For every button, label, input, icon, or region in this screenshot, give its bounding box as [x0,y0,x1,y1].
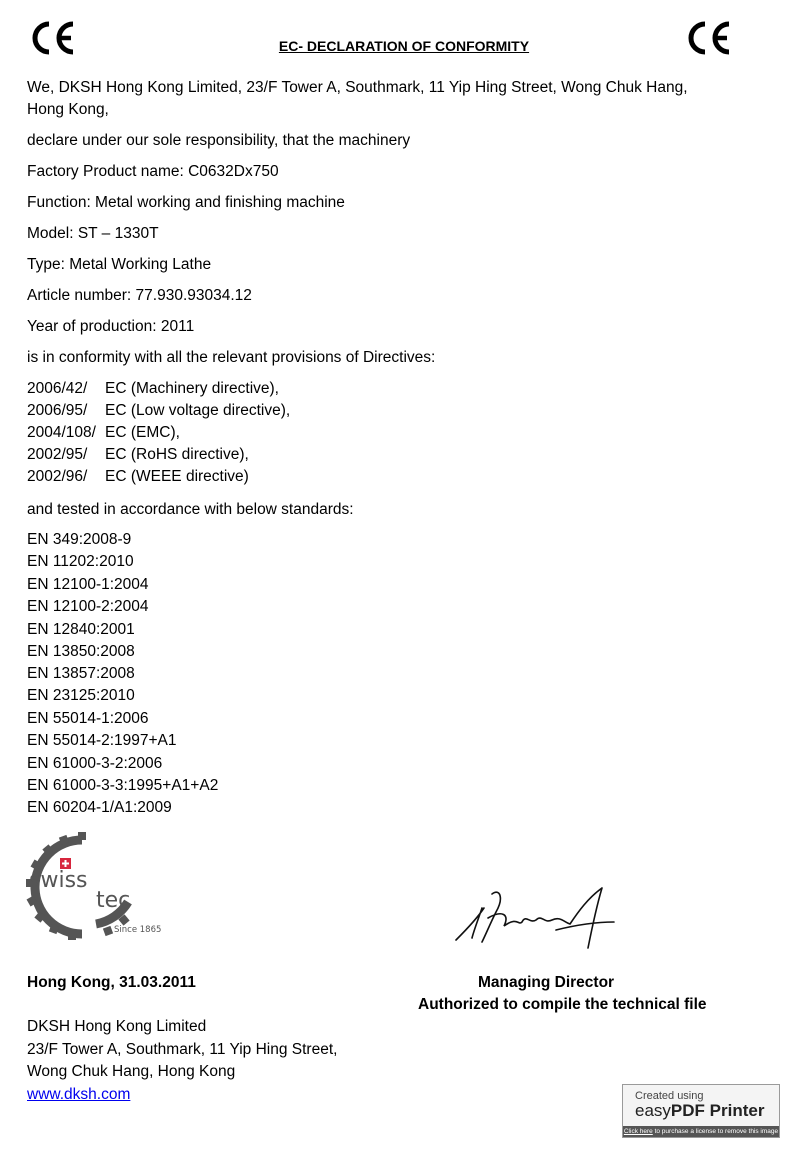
standard-item: EN 55014-2:1997+A1 [27,732,177,749]
intro-line-2: Hong Kong, [27,101,109,118]
website-link[interactable]: www.dksh.com [27,1086,131,1103]
directive-row [27,467,249,487]
watermark-purchase-bar[interactable]: Click here to purchase a license to remove this image [623,1128,779,1135]
directive-text: EC (WEEE directive) [105,468,249,485]
standard-item: EN 349:2008-9 [27,531,132,548]
place-date: Hong Kong, 31.03.2011 [27,974,196,991]
address-city: Wong Chuk Hang, Hong Kong [27,1063,236,1080]
standard-item: EN 13857:2008 [27,665,135,682]
conformity-text: is in conformity with all the relevant provisions of Directives: [27,349,436,366]
type-text: Type: Metal Working Lathe [27,256,212,273]
intro-line-1: We, DKSH Hong Kong Limited, 23/F Tower A, Southmark, 11 Yip Hing Street, Wong Chuk Hang, [27,79,688,96]
directive-row [27,445,249,465]
function-text: Function: Metal working and finishing machine [27,194,345,211]
watermark-brand: easyPDF Printer [635,1101,765,1120]
directive-row [27,379,279,399]
directive-row [27,423,180,443]
directive-number: 2004/108/ [27,424,96,441]
declare-text: declare under our sole responsibility, that the machinery [27,132,411,149]
directive-number: 2006/95/ [27,402,88,419]
easypdf-watermark[interactable] [622,1084,780,1138]
standard-item: EN 12840:2001 [27,621,135,638]
standard-item: EN 23125:2010 [27,687,135,704]
model-text: Model: ST – 1330T [27,225,159,242]
directive-text: EC (Low voltage directive), [105,402,291,419]
standard-item: EN 60204-1/A1:2009 [27,799,172,816]
standard-item: EN 55014-1:2006 [27,710,149,727]
standard-item: EN 12100-2:2004 [27,598,149,615]
logo-word-swiss: swiss [29,868,88,893]
directive-number: 2002/95/ [27,446,88,463]
standard-item: EN 61000-3-2:2006 [27,755,163,772]
year-of-production: Year of production: 2011 [27,318,195,335]
authorization-text: Authorized to compile the technical file [418,996,707,1013]
signatory-role: Managing Director [478,974,615,991]
directive-text: EC (Machinery directive), [105,380,279,397]
directive-number: 2002/96/ [27,468,88,485]
standard-item: EN 13850:2008 [27,643,135,660]
swisstec-logo [24,832,164,942]
tested-text: and tested in accordance with below standards: [27,501,354,518]
directive-text: EC (RoHS directive), [105,446,249,463]
signature-icon [452,878,622,958]
page-title: EC- DECLARATION OF CONFORMITY [278,38,530,54]
directive-text: EC (EMC), [105,424,180,441]
watermark-created: Created using [635,1090,704,1102]
standard-item: EN 11202:2010 [27,553,134,570]
address-street: 23/F Tower A, Southmark, 11 Yip Hing Street, [27,1041,338,1058]
standard-item: EN 12100-1:2004 [27,576,149,593]
article-number: Article number: 77.930.93034.12 [27,287,252,304]
directive-row [27,401,290,421]
standard-item: EN 61000-3-3:1995+A1+A2 [27,777,219,794]
logo-word-tec: tec [96,888,131,913]
logo-since: Since 1865 [114,925,162,935]
directive-number: 2006/42/ [27,380,88,397]
address-company: DKSH Hong Kong Limited [27,1018,207,1035]
product-name: Factory Product name: C0632Dx750 [27,163,279,180]
